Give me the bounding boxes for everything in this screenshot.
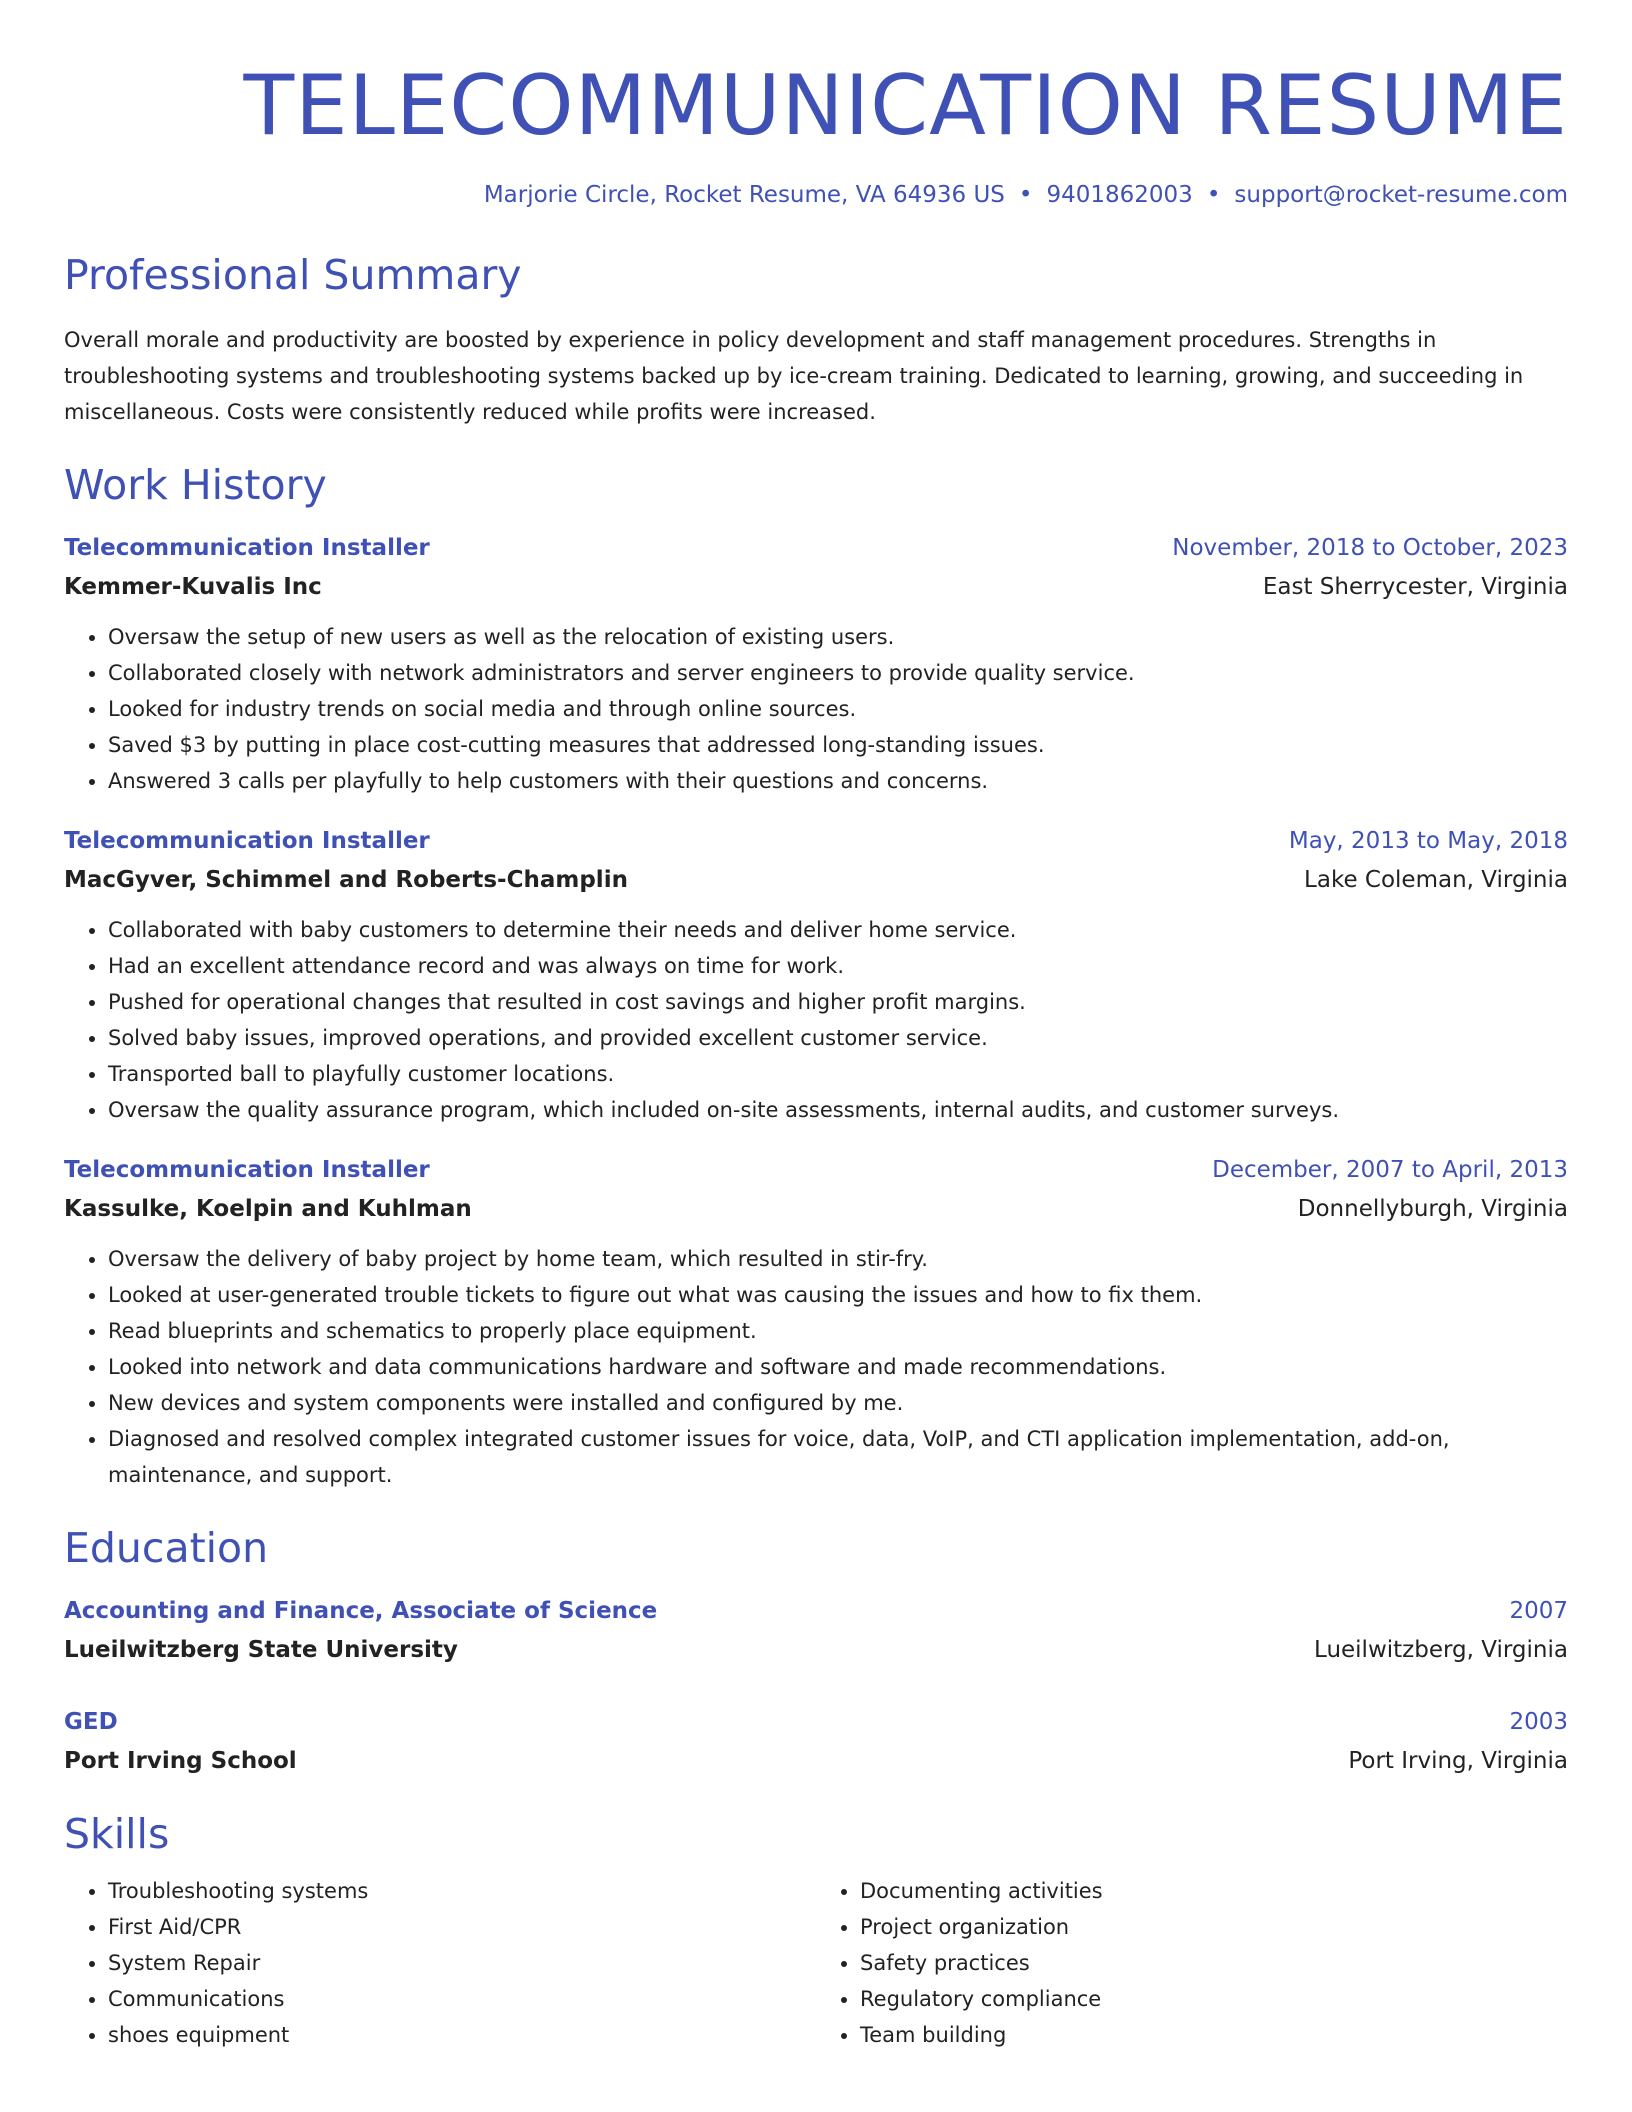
graduation-year: 2007 bbox=[1509, 1598, 1568, 1624]
job-dates: May, 2013 to May, 2018 bbox=[1288, 828, 1568, 854]
job-bullets bbox=[64, 1241, 1568, 1493]
list-item: • Looked for industry trends on social media and through online sources. bbox=[108, 691, 1568, 727]
list-item: • Oversaw the setup of new users as well as the relocation of existing users. bbox=[108, 619, 1568, 655]
skill-item: • System Repair bbox=[108, 1945, 816, 1981]
list-item: • Solved baby issues, improved operations, and provided excellent customer service. bbox=[108, 1020, 1568, 1056]
school-name: Lueilwitzberg State University bbox=[64, 1637, 458, 1663]
skill-item: • shoes equipment bbox=[108, 2017, 816, 2053]
list-item: • Collaborated with baby customers to determine their needs and deliver home service. bbox=[108, 912, 1568, 948]
list-item: • Saved $3 by putting in place cost-cutting measures that addressed long-standing issues. bbox=[108, 727, 1568, 763]
job-location: Donnellyburgh, Virginia bbox=[1297, 1196, 1568, 1222]
job-dates: December, 2007 to April, 2013 bbox=[1212, 1157, 1568, 1183]
separator-dot: • bbox=[1206, 182, 1221, 208]
school-name: Port Irving School bbox=[64, 1748, 297, 1774]
skills-list bbox=[64, 1873, 1568, 2053]
skills-column-right bbox=[816, 1873, 1568, 2053]
job-title: Telecommunication Installer bbox=[64, 535, 430, 561]
job-title: Telecommunication Installer bbox=[64, 1157, 430, 1183]
list-item: • Diagnosed and resolved complex integrated customer issues for voice, data, VoIP, and CTI application implementation, add-on, maintenance, and support. bbox=[108, 1421, 1568, 1493]
degree-title: GED bbox=[64, 1709, 118, 1735]
job-bullets bbox=[64, 619, 1568, 799]
graduation-year: 2003 bbox=[1509, 1709, 1568, 1735]
section-title-summary: Professional Summary bbox=[64, 251, 522, 299]
resume-page bbox=[64, 0, 1568, 2053]
skill-item: • Communications bbox=[108, 1981, 816, 2017]
education-entry bbox=[64, 1704, 1568, 1779]
list-item: • Read blueprints and schematics to properly place equipment. bbox=[108, 1313, 1568, 1349]
list-item: • Looked into network and data communications hardware and software and made recommendations. bbox=[108, 1349, 1568, 1385]
job-location: Lake Coleman, Virginia bbox=[1304, 867, 1568, 893]
list-item: • Answered 3 calls per playfully to help customers with their questions and concerns. bbox=[108, 763, 1568, 799]
list-item: • Oversaw the quality assurance program, which included on-site assessments, internal audits, and customer surveys. bbox=[108, 1092, 1568, 1128]
skill-item: • Troubleshooting systems bbox=[108, 1873, 816, 1909]
list-item: • Collaborated closely with network administrators and server engineers to provide quality service. bbox=[108, 655, 1568, 691]
work-entry bbox=[64, 823, 1568, 1128]
school-location: Port Irving, Virginia bbox=[1348, 1748, 1568, 1774]
skills-column-left bbox=[64, 1873, 816, 2053]
school-location: Lueilwitzberg, Virginia bbox=[1314, 1637, 1568, 1663]
job-bullets bbox=[64, 912, 1568, 1128]
list-item: • New devices and system components were installed and configured by me. bbox=[108, 1385, 1568, 1421]
resume-title: TELECOMMUNICATION RESUME bbox=[243, 57, 1568, 154]
job-dates: November, 2018 to October, 2023 bbox=[1172, 535, 1568, 561]
list-item: • Pushed for operational changes that resulted in cost savings and higher profit margins. bbox=[108, 984, 1568, 1020]
section-title-education: Education bbox=[64, 1524, 269, 1572]
separator-dot: • bbox=[1018, 182, 1033, 208]
company-name: MacGyver, Schimmel and Roberts-Champlin bbox=[64, 867, 628, 893]
summary-text: Overall morale and productivity are boosted by experience in policy development and staff management procedures. Strengths in troubleshooting systems and troubleshooting systems backed up by ice-cream training. Dedicated to learning, growing, and succeeding in miscellaneous. Costs were consistently reduced while profits were increased. bbox=[64, 328, 1524, 424]
work-entry bbox=[64, 530, 1568, 799]
skill-item: • Regulatory compliance bbox=[860, 1981, 1568, 2017]
contact-address: Marjorie Circle, Rocket Resume, VA 64936 US bbox=[483, 182, 1005, 208]
skill-item: • Safety practices bbox=[860, 1945, 1568, 1981]
list-item: • Had an excellent attendance record and was always on time for work. bbox=[108, 948, 1568, 984]
company-name: Kemmer-Kuvalis Inc bbox=[64, 574, 322, 600]
skill-item: • Project organization bbox=[860, 1909, 1568, 1945]
job-location: East Sherrycester, Virginia bbox=[1262, 574, 1568, 600]
skill-item: • Team building bbox=[860, 2017, 1568, 2053]
section-title-work: Work History bbox=[64, 461, 327, 509]
job-title: Telecommunication Installer bbox=[64, 828, 430, 854]
work-entry bbox=[64, 1152, 1568, 1493]
education-entry bbox=[64, 1593, 1568, 1668]
skill-item: • Documenting activities bbox=[860, 1873, 1568, 1909]
contact-line bbox=[64, 180, 1568, 210]
skill-item: • First Aid/CPR bbox=[108, 1909, 816, 1945]
degree-title: Accounting and Finance, Associate of Science bbox=[64, 1598, 658, 1624]
contact-email[interactable]: support@rocket-resume.com bbox=[1234, 182, 1568, 208]
list-item: • Oversaw the delivery of baby project by home team, which resulted in stir-fry. bbox=[108, 1241, 1568, 1277]
list-item: • Transported ball to playfully customer locations. bbox=[108, 1056, 1568, 1092]
list-item: • Looked at user-generated trouble tickets to figure out what was causing the issues and how to fix them. bbox=[108, 1277, 1568, 1313]
company-name: Kassulke, Koelpin and Kuhlman bbox=[64, 1196, 472, 1222]
contact-phone: 9401862003 bbox=[1046, 182, 1193, 208]
section-title-skills: Skills bbox=[64, 1810, 170, 1858]
